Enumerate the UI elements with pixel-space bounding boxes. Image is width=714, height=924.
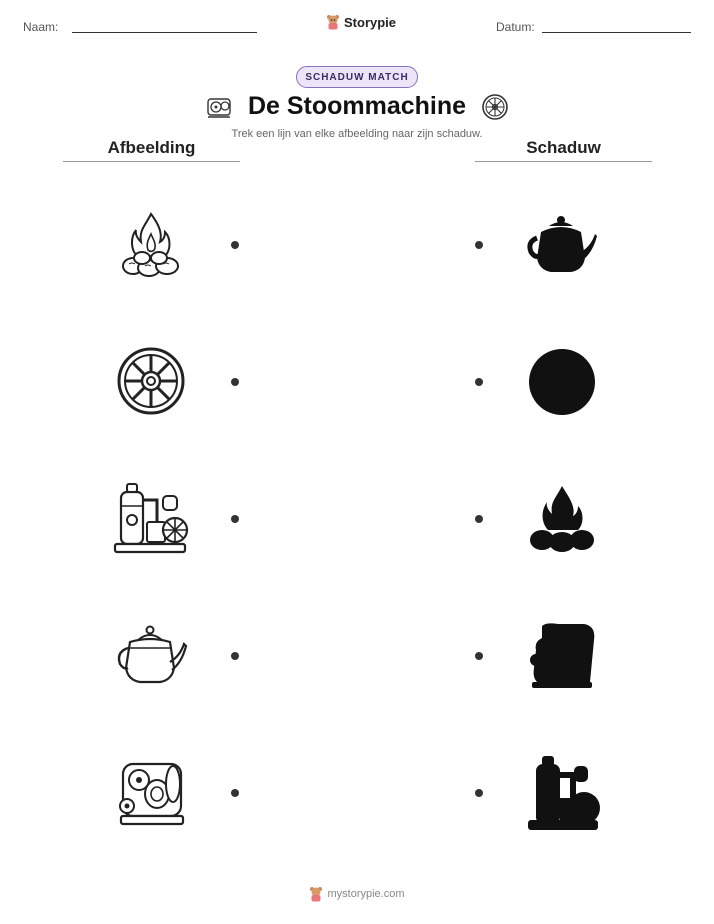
- teapot-icon: [116, 624, 188, 686]
- match-dot-left-4[interactable]: [231, 652, 239, 660]
- match-dot-right-5[interactable]: [475, 789, 483, 797]
- activity-badge: SCHADUW MATCH: [296, 66, 418, 88]
- name-field[interactable]: [72, 32, 257, 33]
- match-dot-left-3[interactable]: [231, 515, 239, 523]
- match-dot-right-1[interactable]: [475, 241, 483, 249]
- column-header-right: Schaduw: [526, 138, 601, 157]
- match-dot-right-4[interactable]: [475, 652, 483, 660]
- bear-mascot-icon: [309, 886, 323, 902]
- campfire-silhouette-icon: [528, 484, 596, 554]
- footer-url[interactable]: mystorypie.com: [327, 888, 405, 900]
- column-divider-right: [475, 161, 652, 162]
- brand-name: Storypie: [344, 14, 397, 30]
- wheel-silhouette-icon: [528, 348, 596, 416]
- date-label: Datum:: [496, 20, 535, 34]
- steam-engine-icon: [113, 482, 189, 558]
- steam-engine-silhouette-icon: [526, 754, 602, 832]
- bear-mascot-icon: [326, 14, 340, 30]
- match-dot-left-5[interactable]: [231, 789, 239, 797]
- wheel-mini-icon: [481, 93, 509, 121]
- column-divider-left: [63, 161, 240, 162]
- gear-machine-icon: [115, 756, 187, 828]
- teapot-silhouette-icon: [527, 212, 599, 276]
- wagon-wheel-icon: [116, 346, 186, 416]
- page-title: De Stoommachine: [247, 92, 467, 120]
- brand-logo: [326, 14, 396, 30]
- match-dot-left-1[interactable]: [231, 241, 239, 249]
- gear-machine-silhouette-icon: [528, 620, 598, 690]
- instructions: Trek een lijn van elke afbeelding naar zijn schaduw.: [231, 128, 483, 140]
- match-dot-right-3[interactable]: [475, 515, 483, 523]
- date-field[interactable]: [542, 32, 691, 33]
- name-label: Naam:: [23, 20, 59, 34]
- match-dot-left-2[interactable]: [231, 378, 239, 386]
- match-dot-right-2[interactable]: [475, 378, 483, 386]
- footer: [0, 886, 714, 902]
- campfire-icon: [115, 208, 187, 280]
- column-header-left: Afbeelding: [107, 138, 196, 157]
